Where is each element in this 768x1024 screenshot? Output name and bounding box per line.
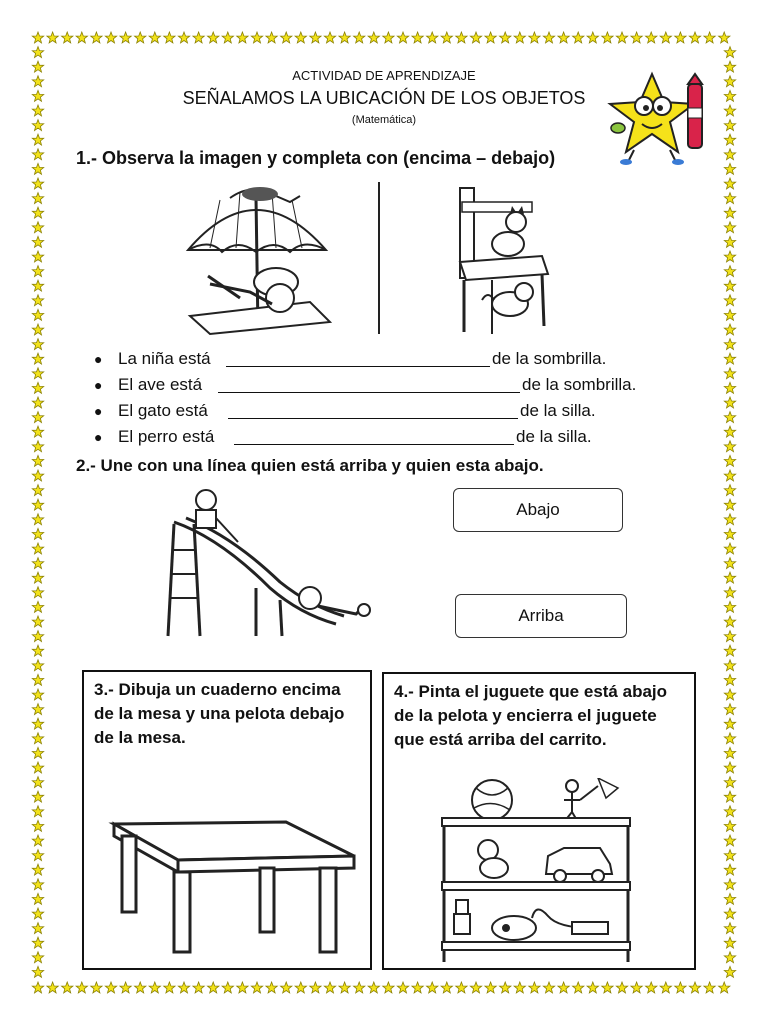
- task-box-3: [82, 670, 372, 970]
- subject-label: (Matemática): [351, 114, 417, 126]
- answer-line[interactable]: [218, 392, 520, 393]
- page-title: SEÑALAMOS LA UBICACIÓN DE LOS OBJETOS: [182, 88, 586, 108]
- chair-cat-dog-image: [452, 184, 556, 336]
- item-tail: de la silla.: [520, 401, 596, 420]
- answer-line[interactable]: [226, 366, 490, 367]
- section2-heading: 2.- Une con una línea quien está arriba y quien esta abajo.: [76, 456, 544, 475]
- answer-box-arriba[interactable]: Arriba: [455, 594, 627, 638]
- section1-heading: 1.- Observa la imagen y completa con (encima – debajo): [76, 148, 556, 168]
- star-mascot-icon: [604, 70, 716, 166]
- answer-line[interactable]: [228, 418, 518, 419]
- activity-label: ACTIVIDAD DE APRENDIZAJE: [292, 68, 476, 83]
- worksheet-page: ACTIVIDAD DE APRENDIZAJE SEÑALAMOS LA UBICACIÓN DE LOS OBJETOS (Matemática) 1.- Observa la imagen y completa con (encima – debajo) ● La niña está de la sombrilla. ● El ave está de la sombrilla. ● El gato está de la silla. ● El perro está de la silla. 2.- Une con una línea quien está arriba y quien esta abajo. Abajo Arriba 3.- Dibuja un cuaderno encima de la mesa y una pelota debajo de la mesa. 4.- Pinta el juguete que está abajo de la pelota y encierra el juguete que está arriba del carrito.: [0, 0, 768, 1024]
- table-image: [96, 812, 362, 958]
- toy-shelf-image: [432, 778, 640, 962]
- item-tail: de la sombrilla.: [522, 375, 637, 394]
- task-4-text: 4.- Pinta el juguete que está abajo de la pelota y encierra el juguete que está arriba del carrito.: [394, 682, 668, 749]
- slide-children-image: [160, 488, 376, 638]
- answer-line[interactable]: [234, 444, 514, 445]
- vertical-divider: [378, 182, 380, 334]
- umbrella-girl-image: [180, 180, 332, 336]
- item-label: La niña está: [118, 349, 211, 368]
- item-label: El ave está: [118, 375, 203, 394]
- task-box-4: [382, 672, 696, 970]
- item-tail: de la sombrilla.: [492, 349, 607, 368]
- task-3-text: 3.- Dibuja un cuaderno encima de la mesa y una pelota debajo de la mesa.: [94, 680, 345, 747]
- answer-box-abajo[interactable]: Abajo: [453, 488, 623, 532]
- item-label: El gato está: [118, 401, 208, 420]
- item-label: El perro está: [118, 427, 215, 446]
- item-tail: de la silla.: [516, 427, 592, 446]
